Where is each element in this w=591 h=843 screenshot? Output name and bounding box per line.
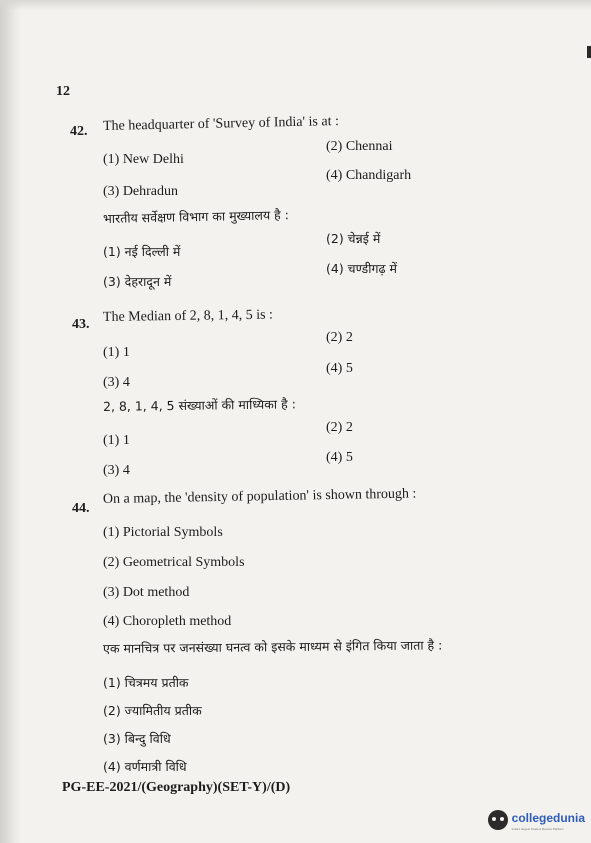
option-en: (3) 4: [103, 375, 130, 390]
option-en: (4) Choropleth method: [103, 614, 232, 629]
question-text-hi: एक मानचित्र पर जनसंख्या घनत्व को इसके माध्यम से इंगित किया जाता है :: [102, 637, 443, 656]
scan-edge-mark: [587, 46, 591, 58]
option-en: (2) Chennai: [326, 139, 393, 154]
question-text-en: The Median of 2, 8, 1, 4, 5 is :: [102, 307, 274, 325]
option-hi: (3) बिन्दु विधि: [103, 731, 171, 746]
watermark-text-group: [512, 809, 585, 831]
option-hi: (4) 5: [326, 450, 353, 465]
option-hi: (1) चित्रमय प्रतीक: [103, 675, 189, 690]
question-number: 42.: [70, 124, 88, 139]
question-number: 44.: [72, 501, 90, 516]
option-en: (4) 5: [326, 361, 353, 376]
option-en: (2) 2: [326, 330, 353, 345]
option-hi: (2) ज्यामितीय प्रतीक: [103, 703, 202, 718]
question-text-en: On a map, the 'density of population' is shown through :: [102, 486, 417, 507]
option-en: (3) Dehradun: [103, 184, 179, 199]
watermark-brand: collegedunia: [511, 811, 585, 825]
scan-shadow-left: [0, 0, 22, 843]
option-hi: (1) 1: [103, 433, 130, 448]
watermark-logo: [488, 809, 585, 831]
option-en: (1) New Delhi: [103, 152, 184, 167]
mascot-face-icon: [488, 810, 508, 830]
question-text-en: The headquarter of 'Survey of India' is at :: [102, 114, 340, 134]
question-text-hi: भारतीय सर्वेक्षण विभाग का मुख्यालय है :: [102, 207, 290, 226]
option-en: (1) Pictorial Symbols: [103, 525, 223, 540]
option-hi: (4) चण्डीगढ़ में: [326, 261, 398, 276]
watermark-tagline: India's largest Student Review Platform: [511, 827, 564, 831]
option-hi: (2) चेन्नई में: [326, 231, 381, 246]
question-number: 43.: [72, 317, 90, 332]
option-hi: (4) वर्णमात्री विधि: [103, 759, 187, 774]
page-number: 12: [56, 84, 70, 99]
option-hi: (3) देहरादून में: [103, 274, 172, 289]
option-hi: (3) 4: [103, 463, 130, 478]
option-en: (1) 1: [103, 345, 130, 360]
option-hi: (1) नई दिल्ली में: [103, 244, 181, 259]
option-hi: (2) 2: [326, 420, 353, 435]
option-en: (2) Geometrical Symbols: [103, 555, 245, 570]
scan-shadow-top: [0, 0, 591, 10]
question-text-hi: 2, 8, 1, 4, 5 संख्याओं की माध्यिका है :: [102, 396, 296, 414]
paper-code-footer: PG-EE-2021/(Geography)(SET-Y)/(D): [62, 780, 291, 795]
option-en: (3) Dot method: [103, 585, 190, 600]
option-en: (4) Chandigarh: [326, 168, 412, 183]
